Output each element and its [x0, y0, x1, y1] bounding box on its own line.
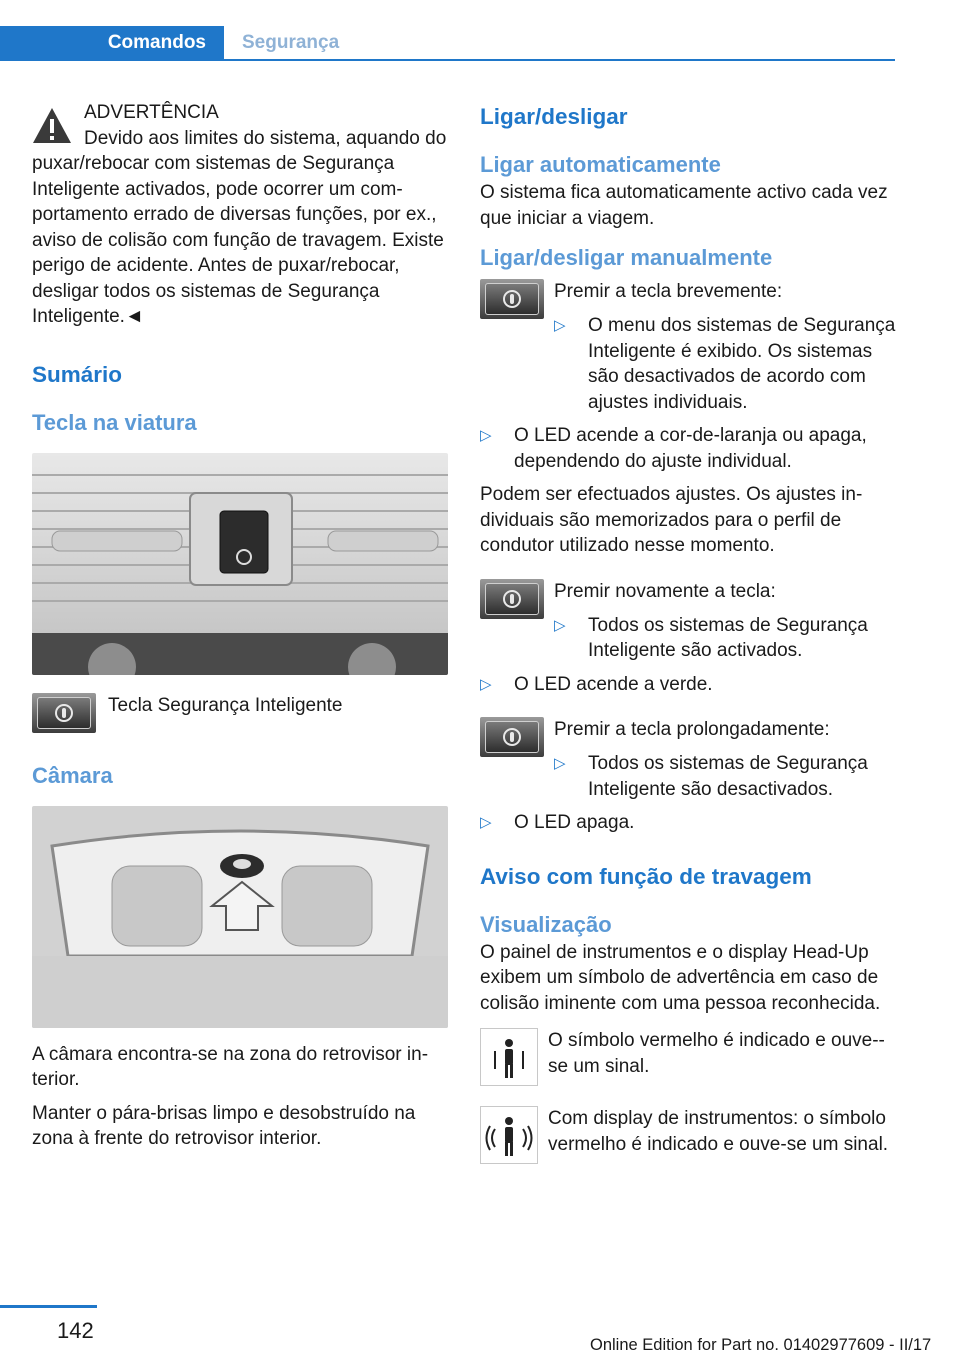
auto-paragraph: O sistema fica automaticamente activo cada vez que iniciar a viagem. — [480, 182, 888, 229]
symbol1-text: O símbolo vermelho é indicado e ouve--se um sinal. — [548, 1030, 885, 1077]
symbol2-row — [480, 1106, 896, 1164]
safety-button-icon — [32, 693, 96, 733]
heading-visualizacao: Visualização — [480, 911, 612, 937]
step1-bullet-1: ▷ O menu dos sistemas de Segurança Inteligente é exibido. Os sistemas são desactivados de acordo com ajustes individuais. — [554, 313, 896, 415]
visual-paragraph: O painel de instrumentos e o display Head-Up exibem um símbolo de advertência em caso de colisão iminente com uma pessoa reconhecida. — [480, 941, 881, 1014]
warning-text: Devido aos limites do sistema, aquando do puxar/rebocar com sistemas de Segurança Inteligente activados, pode ocorrer um comportamento errado de diversas funções, por ex., aviso de colisão com função de travagem. Existe perigo de acidente. Antes de puxar/rebocar, desligar todos os sistemas de Segurança Inteligente.◄ — [32, 127, 447, 327]
page-number: 142 — [57, 1318, 94, 1343]
ajustes-paragraph: Podem ser efectuados ajustes. Os ajustes individuais são memorizados para o perfil de condutor utilizado nesse momento. — [480, 484, 863, 556]
camara-paragraph-2: Manter o pára-brisas limpo e desobstruído na zona à frente do retrovisor interior. — [32, 1102, 416, 1149]
step3-text: Premir a tecla prolongadamente: — [554, 719, 830, 740]
step1-bullet-2: ▷ O LED acende a cor-de-laranja ou apaga, dependendo do ajuste individual. — [480, 423, 896, 474]
header-tabs — [0, 0, 960, 62]
pedestrian-warning-sound-icon — [480, 1106, 538, 1164]
header-rule — [0, 59, 895, 61]
pedestrian-warning-icon — [480, 1028, 538, 1086]
safety-button-icon — [480, 717, 544, 757]
tecla-caption-row — [32, 693, 448, 733]
warning-triangle-icon — [32, 106, 72, 146]
heading-camara: Câmara — [32, 762, 113, 788]
safety-button-icon — [480, 279, 544, 319]
camera-windshield-photo — [32, 806, 448, 1028]
symbol1-row — [480, 1028, 896, 1086]
tecla-caption: Tecla Segurança Inteligente — [108, 694, 343, 716]
symbol2-text: Com display de instrumentos: o símbolo vermelho é indicado e ouve-se um sinal. — [548, 1108, 889, 1155]
warning-block — [32, 100, 448, 330]
step3-bullet-2: ▷ O LED apaga. — [480, 810, 896, 836]
heading-ligar-manual: Ligar/desligar manualmente — [480, 245, 773, 270]
right-column — [480, 100, 896, 1164]
heading-sumario: Sumário — [32, 361, 123, 387]
step2-bullet-2: ▷ O LED acende a verde. — [480, 672, 896, 698]
step2-bullet-1: ▷ Todos os sistemas de Segurança Inteligente são activados. — [554, 613, 896, 664]
left-column — [32, 100, 448, 1160]
heading-tecla: Tecla na viatura — [32, 409, 197, 435]
heading-ligar-auto: Ligar automaticamente — [480, 152, 721, 177]
footer-rule — [0, 1305, 97, 1308]
warning-title: ADVERTÊNCIA — [84, 102, 219, 123]
heading-ligar-desligar: Ligar/desligar — [480, 104, 628, 129]
step2-text: Premir novamente a tecla: — [554, 580, 776, 602]
step3-bullet-1: ▷ Todos os sistemas de Segurança Inteligente são desactivados. — [554, 751, 896, 802]
dashboard-button-photo — [32, 453, 448, 675]
tab-seguranca[interactable]: Segurança — [242, 32, 340, 53]
edition-text: Online Edition for Part no. 01402977609 - II/17 — [590, 1336, 932, 1354]
heading-aviso-travagem: Aviso com função de travagem — [480, 863, 812, 889]
tab-comandos[interactable]: Comandos — [0, 26, 224, 60]
safety-button-icon — [480, 579, 544, 619]
camara-paragraph-1: A câmara encontra-se na zona do retrovisor interior. — [32, 1043, 429, 1090]
step1-text: Premir a tecla brevemente: — [554, 281, 783, 302]
